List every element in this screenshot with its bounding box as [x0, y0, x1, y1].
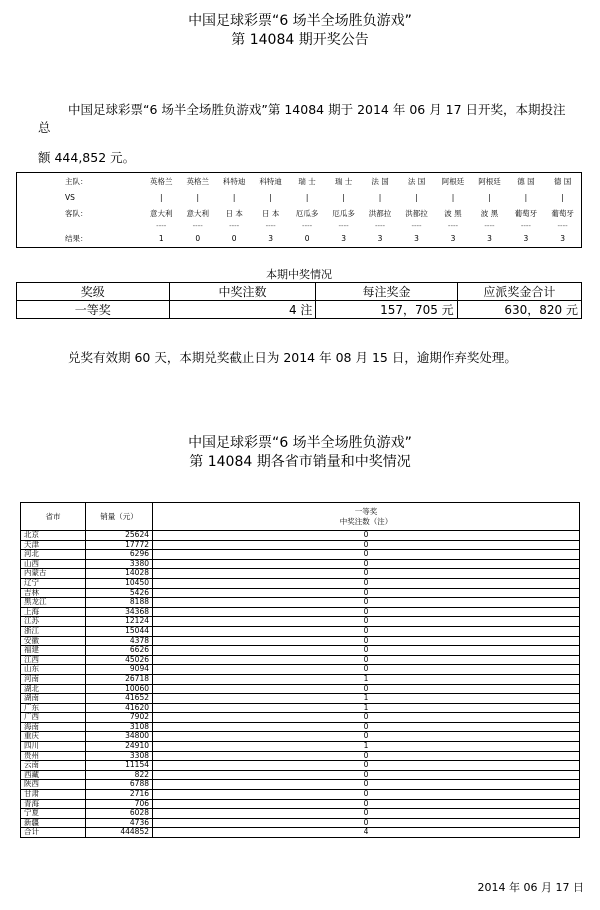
home-team-cell: 德 国: [553, 176, 572, 186]
province-header-sales: 销量（元）: [86, 503, 153, 531]
match-row-vs: [17, 189, 582, 205]
vs-mark: |: [561, 192, 564, 202]
province-title-line-2: 第 14084 期各省市销量和中奖情况: [189, 454, 411, 470]
dash-mark: ----: [156, 222, 167, 231]
province-name: 江西: [21, 655, 86, 665]
vs-mark: |: [524, 192, 528, 202]
province-name: 浙江: [21, 626, 86, 636]
province-first-prize-count: 0: [153, 607, 580, 617]
province-row: [21, 674, 580, 684]
total-row: [21, 828, 580, 838]
home-team-cell: 英格兰: [186, 176, 209, 186]
province-row: [21, 732, 580, 742]
away-team-cell: 厄瓜多: [295, 208, 319, 218]
province-first-prize-count: 1: [153, 674, 580, 684]
province-row: [21, 761, 580, 771]
province-sales: 6028: [86, 809, 153, 819]
province-header-name: 省市: [21, 503, 86, 531]
province-first-prize-count: 0: [153, 722, 580, 732]
prize-count: 4 注: [169, 301, 316, 319]
result-cell: 0: [304, 234, 310, 244]
province-row: [21, 559, 580, 569]
province-name: 重庆: [21, 732, 86, 742]
province-row: [21, 790, 580, 800]
dash-mark: ----: [520, 222, 531, 231]
province-row: [21, 540, 580, 550]
first-prize-count-label: 中奖注数（注）: [339, 516, 393, 526]
province-title-line-1: 中国足球彩票“6 场半全场胜负游戏”: [188, 435, 412, 451]
province-name: 广东: [21, 703, 86, 713]
province-name: 河北: [21, 550, 86, 560]
match-row-home-team: [17, 173, 582, 190]
province-sales: 7902: [86, 713, 153, 723]
province-sales: 34800: [86, 732, 153, 742]
province-first-prize-count: 0: [153, 569, 580, 579]
title-line-1: 中国足球彩票“6 场半全场胜负游戏”: [188, 13, 412, 29]
away-team-cell: 波 黑: [444, 208, 462, 218]
province-row: [21, 531, 580, 541]
province-name: 广西: [21, 713, 86, 723]
province-name: 辽宁: [21, 578, 86, 588]
dash-mark: ----: [265, 222, 276, 231]
prize-each: 157，705 元: [316, 301, 457, 319]
dash-mark: ----: [338, 222, 349, 231]
province-title: [0, 434, 600, 472]
footer-date: 2014 年 06 月 17 日: [477, 881, 584, 894]
away-team-cell: 意大利: [149, 208, 173, 218]
province-row: [21, 722, 580, 732]
province-first-prize-count: 0: [153, 617, 580, 627]
province-first-prize-count: 0: [153, 761, 580, 771]
dash-mark: ----: [302, 222, 313, 231]
province-first-prize-count: 0: [153, 655, 580, 665]
province-first-prize-count: 0: [153, 646, 580, 656]
province-row: [21, 770, 580, 780]
prize-header-level: 奖级: [17, 283, 170, 301]
vs-mark: |: [342, 192, 345, 202]
away-team-cell: 厄瓜多: [332, 208, 355, 218]
province-row: [21, 636, 580, 646]
province-row: [21, 742, 580, 752]
result-cell: 3: [523, 234, 529, 244]
province-first-prize-count: 0: [153, 780, 580, 790]
redemption-notice: 兑奖有效期 60 天，本期兑奖截止日为 2014 年 08 月 15 日，逾期作弃奖处理。: [68, 350, 517, 365]
province-first-prize-count: 0: [153, 713, 580, 723]
province-sales: 17772: [86, 540, 153, 550]
province-sales: 14028: [86, 569, 153, 579]
title-line-2: 第 14084 期开奖公告: [231, 32, 369, 48]
province-row: [21, 751, 580, 761]
province-first-prize-count: 0: [153, 732, 580, 742]
away-team-cell: 波 黑: [480, 208, 499, 218]
province-name: 湖北: [21, 684, 86, 694]
province-first-prize-count: 4: [153, 828, 580, 838]
dash-mark: ----: [192, 222, 203, 231]
province-row: [21, 799, 580, 809]
province-row: [21, 684, 580, 694]
province-row: [21, 617, 580, 627]
province-name: 青海: [21, 799, 86, 809]
match-label-vs: VS: [65, 192, 75, 202]
province-sales: 3380: [86, 559, 153, 569]
province-header-row: [21, 503, 580, 531]
vs-mark: |: [415, 192, 418, 202]
province-sales: 9094: [86, 665, 153, 675]
result-cell: 3: [268, 234, 274, 244]
province-name: 湖南: [21, 694, 86, 704]
province-first-prize-count: 0: [153, 751, 580, 761]
province-sales: 12124: [86, 617, 153, 627]
match-row-result: [17, 231, 582, 248]
province-sales: 6788: [86, 780, 153, 790]
vs-mark: |: [269, 192, 272, 202]
province-first-prize-count: 0: [153, 790, 580, 800]
province-first-prize-count: 0: [153, 626, 580, 636]
result-cell: 3: [450, 234, 456, 244]
intro-paragraph: [38, 100, 578, 166]
dash-mark: ----: [229, 222, 240, 231]
province-name: 宁夏: [21, 809, 86, 819]
province-row: [21, 607, 580, 617]
province-name: 天津: [21, 540, 86, 550]
home-team-cell: 阿根廷: [441, 176, 465, 186]
province-name: 吉林: [21, 588, 86, 598]
match-label-separator: [17, 222, 144, 231]
province-row: [21, 809, 580, 819]
province-name: 新疆: [21, 818, 86, 828]
province-row: [21, 780, 580, 790]
province-row: [21, 588, 580, 598]
province-sales: 6296: [86, 550, 153, 560]
home-team-cell: 德 国: [517, 176, 535, 186]
province-sales: 24910: [86, 742, 153, 752]
province-first-prize-count: 1: [153, 703, 580, 713]
home-team-cell: 科特迪: [259, 176, 282, 186]
away-team-cell: 葡萄牙: [551, 208, 574, 218]
result-cell: 3: [377, 234, 383, 244]
result-cell: 3: [487, 234, 492, 244]
province-sales: 822: [86, 770, 153, 780]
province-name: 河南: [21, 674, 86, 684]
away-team-cell: 葡萄牙: [514, 208, 538, 218]
prize-total: 630，820 元: [457, 301, 581, 319]
home-team-cell: 科特迪: [222, 176, 246, 186]
province-first-prize-count: 0: [153, 636, 580, 646]
province-row: [21, 646, 580, 656]
province-sales: 4736: [86, 818, 153, 828]
province-row: [21, 569, 580, 579]
province-row: [21, 665, 580, 675]
match-label-result: 结果：: [65, 234, 88, 244]
province-sales: 444852: [86, 828, 153, 838]
province-name: 甘肃: [21, 790, 86, 800]
match-table: [16, 172, 582, 248]
province-sales: 3108: [86, 722, 153, 732]
province-row: [21, 713, 580, 723]
away-team-cell: 意大利: [186, 208, 209, 218]
province-first-prize-count: 0: [153, 684, 580, 694]
province-sales: 10450: [86, 578, 153, 588]
province-row: [21, 626, 580, 636]
vs-mark: |: [378, 192, 382, 202]
away-team-cell: 日 本: [261, 208, 280, 218]
province-sales: 41652: [86, 694, 153, 704]
prize-header-total: 应派奖金合计: [457, 283, 581, 301]
intro-line-1: 中国足球彩票“6 场半全场胜负游戏”第 14084 期于 2014 年 06 月 17 日开奖，本期投注总: [38, 102, 566, 135]
province-row: [21, 694, 580, 704]
province-name: 山东: [21, 665, 86, 675]
vs-mark: |: [488, 192, 491, 202]
province-row: [21, 703, 580, 713]
province-name: 上海: [21, 607, 86, 617]
province-name: 黑龙江: [21, 598, 86, 608]
province-sales: 3308: [86, 751, 153, 761]
result-cell: 0: [195, 234, 201, 244]
province-first-prize-count: 0: [153, 531, 580, 541]
vs-mark: |: [159, 192, 163, 202]
province-first-prize-count: 0: [153, 598, 580, 608]
province-row: [21, 550, 580, 560]
province-row: [21, 655, 580, 665]
province-name: 西藏: [21, 770, 86, 780]
home-team-cell: 法 国: [371, 176, 389, 186]
away-team-cell: 洪都拉: [368, 208, 392, 218]
match-row-separator: [17, 222, 582, 231]
province-sales: 5426: [86, 588, 153, 598]
province-sales: 34368: [86, 607, 153, 617]
province-sales: 15044: [86, 626, 153, 636]
vs-mark: |: [451, 192, 455, 202]
province-name: 内蒙古: [21, 569, 86, 579]
away-team-cell: 洪都拉: [405, 208, 428, 218]
province-sales: 10060: [86, 684, 153, 694]
province-sales: 6626: [86, 646, 153, 656]
intro-line-2: 额 444,852 元。: [38, 150, 136, 165]
province-first-prize-count: 0: [153, 809, 580, 819]
province-name: 安徽: [21, 636, 86, 646]
result-cell: 3: [560, 234, 565, 244]
province-first-prize-count: 0: [153, 559, 580, 569]
home-team-cell: 瑞 士: [298, 176, 316, 186]
province-sales: 41620: [86, 703, 153, 713]
province-sales: 45026: [86, 655, 153, 665]
prize-table: [16, 282, 582, 319]
province-first-prize-count: 0: [153, 665, 580, 675]
match-label-away-team: 客队：: [65, 208, 88, 218]
province-name: 贵州: [21, 751, 86, 761]
prize-header-each: 每注奖金: [316, 283, 457, 301]
province-first-prize-count: 0: [153, 578, 580, 588]
prize-header-row: [17, 283, 582, 301]
province-first-prize-count: 0: [153, 799, 580, 809]
dash-mark: ----: [411, 222, 422, 231]
home-team-cell: 英格兰: [149, 176, 173, 186]
prize-caption: 本期中奖情况: [266, 268, 332, 281]
away-team-cell: 日 本: [225, 208, 243, 218]
result-cell: 1: [158, 234, 164, 244]
province-first-prize-count: 0: [153, 818, 580, 828]
province-first-prize-count: 0: [153, 588, 580, 598]
province-first-prize-count: 0: [153, 540, 580, 550]
dash-mark: ----: [557, 222, 568, 231]
province-name: 福建: [21, 646, 86, 656]
announcement-title: [0, 12, 600, 50]
province-name: 江苏: [21, 617, 86, 627]
province-row: [21, 818, 580, 828]
prize-level: 一等奖: [17, 301, 170, 319]
province-first-prize-count: 1: [153, 742, 580, 752]
result-cell: 3: [414, 234, 419, 244]
prize-row: [17, 301, 582, 319]
province-name: 合计: [21, 828, 86, 838]
province-table: [20, 502, 580, 838]
result-cell: 0: [231, 234, 237, 244]
province-name: 云南: [21, 761, 86, 771]
vs-mark: |: [305, 192, 309, 202]
home-team-cell: 瑞 士: [334, 176, 353, 186]
province-sales: 26718: [86, 674, 153, 684]
province-sales: 2716: [86, 790, 153, 800]
match-row-away-team: [17, 205, 582, 221]
first-prize-label: 一等奖: [354, 506, 378, 516]
province-first-prize-count: 0: [153, 770, 580, 780]
dash-mark: ----: [447, 222, 459, 231]
province-sales: 4378: [86, 636, 153, 646]
match-label-home-team: 主队：: [65, 176, 88, 186]
vs-mark: |: [196, 192, 199, 202]
vs-mark: |: [232, 192, 236, 202]
province-sales: 11154: [86, 761, 153, 771]
province-header-first-prize: [153, 503, 580, 531]
province-name: 陕西: [21, 780, 86, 790]
province-row: [21, 598, 580, 608]
province-name: 四川: [21, 742, 86, 752]
province-first-prize-count: 0: [153, 550, 580, 560]
province-name: 海南: [21, 722, 86, 732]
province-sales: 8188: [86, 598, 153, 608]
dash-mark: ----: [374, 222, 386, 231]
home-team-cell: 阿根廷: [478, 176, 501, 186]
province-sales: 706: [86, 799, 153, 809]
province-row: [21, 578, 580, 588]
result-cell: 3: [341, 234, 346, 244]
province-name: 北京: [21, 531, 86, 541]
home-team-cell: 法 国: [407, 176, 426, 186]
province-sales: 25624: [86, 531, 153, 541]
province-first-prize-count: 1: [153, 694, 580, 704]
dash-mark: ----: [484, 222, 495, 231]
prize-header-count: 中奖注数: [169, 283, 316, 301]
province-name: 山西: [21, 559, 86, 569]
